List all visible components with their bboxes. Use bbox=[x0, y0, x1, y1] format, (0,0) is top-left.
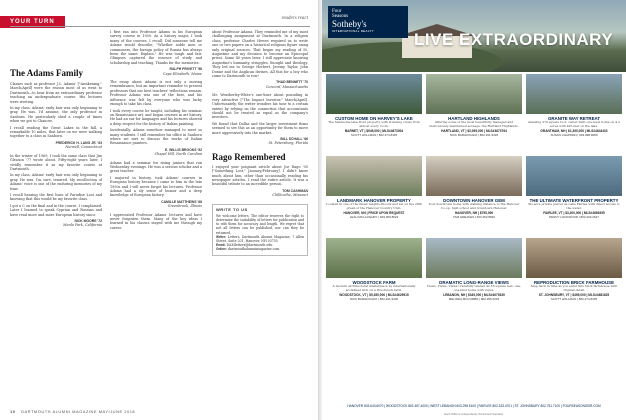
listing-desc: Step back in time as you enter this brick farmhouse with original detail. bbox=[530, 284, 618, 292]
heading-adams-family: The Adams Family bbox=[10, 68, 84, 78]
office-list: HANOVER 603.643.6070 | WOODSTOCK 802.457.4000 | WEST LEBANON 603.298.5100 | FAIRLEE 802.333.4701 | ST. JOHNSBURY 802.751.7100 | FOURSEASONSSIR.COM bbox=[347, 404, 601, 408]
letter-paragraph: I took every course he taught, including his seminar on Renaissance art, and began courses in art history. He had an ear for languages and his lectures showed a deep respect for the history of Italian painting. bbox=[110, 108, 202, 126]
letter-paragraph: We found that Dallas and the larger investment firms seemed to see this as an opportunity for them to move more aggressively into the market. bbox=[212, 121, 308, 135]
listing-desc: Views. Views. Views! Carefully tended 42.55 square feet, one-of-a-kind home with views. bbox=[426, 284, 522, 292]
write-email[interactable]: Email: DAMletters@dartmouth.edu bbox=[216, 243, 273, 248]
listing-agent: SCOTT HOLLMAN | 802.274.8435 bbox=[350, 132, 398, 137]
listing-agent: SUSAN CHAPMAN | 603.998.9089 bbox=[550, 132, 598, 137]
listing-photo[interactable] bbox=[326, 238, 422, 278]
column-2 bbox=[110, 30, 202, 232]
write-to-us-heading: WRITE TO US bbox=[216, 206, 248, 212]
listing-title[interactable]: DOWNTOWN HANOVER GEM bbox=[443, 198, 505, 203]
letter-signature: FREDERICK H. LANG JR. '63 bbox=[55, 140, 102, 145]
letter-paragraph: about Professor Adams. They reminded me of my most challenging assignment at Dartmouth. In a religion class, professor Charles Hewes required us to write one or two papers on a historical religious figure using only original sources. That began my reading of St. Augustine and my decision to become an Episcopal priest. Some 40 years later, I still appreciate knowing Augustine's humanity, struggles, thought and theology. They led me to George Herbert, Jeremy Taylor, John Donne and the Anglican divines. All this for a boy who came to Dartmouth to row! bbox=[212, 30, 308, 79]
listing-photo[interactable] bbox=[326, 74, 422, 114]
listing-agent: SCOTT HOLLMAN | 802.274.8435 bbox=[550, 296, 598, 301]
listing-price: HANOVER, NH | $795,000 bbox=[454, 210, 494, 215]
letter-paragraph: Classes such as professor J.C. Adams' ["Awakening," March/April] were the reason most of us went to Dartmouth—to hear from an extraordinary professor teaching an undergraduate course. His lectures were riveting. bbox=[10, 82, 102, 104]
letter-paragraph: I first ran into Professor Adams in his European survey course in 1950. As a history major, I took many of the courses. I recall: Did someone tell me Adams would describe, "Whether noble men or commoners, the foreign policy of Russia has always been the same: Explain." He was tough and fair. Glimpses captured the essence of study and scholarship and teaching. Thanks for the memories. bbox=[110, 30, 202, 65]
letter-location: Norwell, Connecticut bbox=[65, 145, 102, 150]
your-turn-tab: YOUR TURN bbox=[0, 16, 65, 28]
listing-agent: NICK BARGIOGGIO | 802.291.9436 bbox=[449, 132, 499, 137]
listing-price: BARNET, VT | $949,000 | MLS#4673004 bbox=[344, 128, 404, 133]
listing-title[interactable]: THE ULTIMATE WATERFRONT PROPERTY bbox=[529, 198, 619, 203]
logo-brand: Sotheby's bbox=[332, 19, 367, 29]
letter-location: Menlo Park, California bbox=[63, 223, 102, 228]
listing-title[interactable]: HARTLAND HIGHLANDS bbox=[448, 116, 500, 121]
listing-desc: The handsome lake-front property with stunning views from almost every room. bbox=[328, 120, 420, 128]
listing-agent: LEAH MCLAUGHRY | 603.359.8622 bbox=[349, 214, 399, 219]
listing-card[interactable] bbox=[526, 74, 622, 137]
letter-paragraph: In the winter of 1969, I took the same class that Jim Gleason '77 wrote about. Fifty-eight years later, I vividly remember it as my favorite course at Dartmouth. bbox=[10, 153, 102, 171]
letter-location: Concord, Massachusetts bbox=[265, 84, 308, 89]
listing-title[interactable]: LANDMARK HANOVER PROPERTY bbox=[337, 198, 411, 203]
logo-subline: INTERNATIONAL REALTY bbox=[332, 29, 374, 33]
listing-photo[interactable] bbox=[326, 156, 422, 196]
letter-location: Chillicothe, Missouri bbox=[272, 193, 308, 198]
letter-paragraph: I got a C on the final and in the course. I complained. Later I learned to speak Cyprian and Russian and have read more and more European history since. bbox=[10, 203, 102, 217]
listing-card[interactable] bbox=[326, 156, 422, 219]
listing-price: GRANTHAM, NH | $1,390,000 | MLS#4644403 bbox=[540, 128, 608, 133]
listing-desc: Offering some of the most beautifully managed and meticulously maintained acreage, the Hartland Highlands. bbox=[429, 120, 519, 128]
listing-title[interactable]: CUSTOM HOME ON HARVEY'S LAKE bbox=[335, 116, 413, 121]
listing-card[interactable] bbox=[326, 238, 422, 301]
letter-paragraph: I appreciated Professor Adams' lectures and have never forgotten them. Many of the key ideas I learned in his classes stayed with me through my career. bbox=[110, 212, 202, 230]
listing-photo[interactable] bbox=[426, 74, 522, 114]
logo-line: Seasons bbox=[332, 14, 349, 19]
listing-card[interactable] bbox=[526, 238, 622, 301]
listing-title[interactable]: REPRODUCTION BRICK FARMHOUSE bbox=[533, 280, 614, 285]
issue-date: MAY/JUNE 2018 bbox=[98, 409, 136, 414]
listing-price: LEBANON, NH | $349,000 | MLS#4679339 bbox=[443, 292, 505, 297]
letter-paragraph: In my class, Adams' early hair was only beginning to gray. He was, I'd assume, the only professor in Sanborn. He particularly shed a couple of times when we got to Chaucer. bbox=[10, 106, 102, 124]
letter-signature: BILL SCHALL '66 bbox=[280, 136, 308, 141]
ad-headline: LIVE EXTRAORDINARY bbox=[414, 30, 614, 49]
listing-photo[interactable] bbox=[526, 238, 622, 278]
write-to-us-body: We welcome letters. The editor reserves the right to determine the suitability of letters for publication and to edit them for accuracy and length. We regret that not all letters can be published, nor can they be returned. bbox=[216, 213, 304, 235]
listing-agent: PENNY LOCKWOOD | 802.333.2647 bbox=[549, 214, 599, 219]
section-label: readers react bbox=[281, 16, 308, 21]
letter-signature: RALPH PRIVETT '58 bbox=[169, 67, 202, 72]
sothebys-logo bbox=[328, 6, 408, 38]
listing-photo[interactable] bbox=[526, 156, 622, 196]
listing-price: ST. JOHNSBURY, VT | $495,000 | MLS#4681625 bbox=[538, 292, 610, 297]
listing-photo[interactable] bbox=[426, 238, 522, 278]
listing-desc: Located in one of the finest neighborhoods and set on the 28th green of the Hanover Country Club. bbox=[326, 202, 422, 210]
letter-paragraph: I majored in history, took Adams' courses in European history because I came to him in the late 1950s and I will never forget his lectures. Professor Adams had a sly sense of humor and a deep knowledge of European history. bbox=[110, 175, 202, 198]
letter-paragraph: Adams had a seminar for rising juniors that ran Wednesday evenings. He was a serious scholar and a great teacher. bbox=[110, 160, 202, 174]
listing-price: HANOVER, NH | PRICE UPON REQUEST bbox=[343, 210, 405, 215]
listing-desc: A modern architectural masterpiece by internationally acclaimed firm on a Woodstock farm. bbox=[332, 284, 416, 292]
letter-location: Cape Elizabeth, Maine bbox=[163, 71, 202, 76]
listing-desc: Amazing 270 square foot, owner-built one-level home on 4.2 acres with 425 feet on the lake. bbox=[528, 120, 620, 128]
write-to-us-box bbox=[212, 204, 308, 256]
page-number: 10 bbox=[10, 409, 16, 414]
letter-signature: E. WILLIS BROOKS '52 bbox=[165, 147, 202, 152]
write-address: Writer: Letters, Dartmouth Alumni Magazine, 7 Allen Street, Suite 201, Hanover, NH 03755 bbox=[216, 234, 305, 244]
letter-location: Greenbrook, Illinois bbox=[167, 204, 202, 209]
listing-card[interactable] bbox=[426, 74, 522, 137]
listing-agent: NICK BARGIOGGIO | 802.291.9436 bbox=[349, 296, 399, 301]
hero-image bbox=[322, 0, 626, 72]
listing-title[interactable]: DRAMATIC LONG-RANGE VIEWS bbox=[439, 280, 509, 285]
letter-signature: NICK MOORE '72 bbox=[74, 218, 102, 223]
listing-card[interactable] bbox=[426, 238, 522, 301]
letter-paragraph: Incidentally, Adams somehow managed to meet so many students. I still remember his office in Sanborn where we met to discuss the works of Italian Renaissance painters. bbox=[110, 128, 202, 146]
listing-desc: Your downtown home with walking distance to the Hanover Co-op, high school and downtown Hanover. bbox=[428, 202, 520, 210]
listing-price: HARTLAND, VT | $3,095,000 | MLS#4673764 bbox=[441, 128, 507, 133]
letter-location: Chapel Hill, North Carolina bbox=[154, 152, 202, 157]
column-1 bbox=[10, 30, 102, 232]
letter-paragraph: The essay about Adams is not only a moving remembrance, but an important reminder to present professors that our best teachers' reflections remain. Professor Adams was one of the best, and his influence was felt by everyone who was lucky enough to take his class. bbox=[110, 80, 202, 107]
listing-card[interactable] bbox=[426, 156, 522, 219]
heading-rago-remembered: Rago Remembered bbox=[212, 151, 286, 162]
listing-photo[interactable] bbox=[426, 156, 522, 196]
listing-desc: Six-acre private parcel on Lake Fairlee with direct access to the water. bbox=[528, 202, 620, 210]
letter-signature: THAD BENNETT '70 bbox=[276, 80, 308, 85]
listing-price: WOODSTOCK, VT | $5,350,000 | MLS#4629915 bbox=[339, 292, 409, 297]
right-page-ad bbox=[322, 0, 626, 420]
listing-card[interactable] bbox=[526, 156, 622, 219]
listing-title[interactable]: GRANITE WAY RETREAT bbox=[547, 116, 601, 121]
listing-photo[interactable] bbox=[526, 74, 622, 114]
listing-card[interactable] bbox=[326, 74, 422, 137]
letter-paragraph: In my class, Adams' early hair was only beginning to gray. He was, I'm sure, tenured. My recollection of Adams' voice is one of the enduring memories of my time. bbox=[10, 173, 102, 191]
letter-paragraph: I recall reading the Great Lakes in the fall, a remarkable 10 miles, that later on we were walking together to a class in Sanborn. bbox=[10, 125, 102, 139]
top-rule bbox=[10, 26, 310, 27]
listing-title[interactable]: WOODSTOCK FARM bbox=[352, 280, 396, 285]
listing-price: FAIRLEE, VT | $3,200,000 | MLS#4669355 bbox=[543, 210, 605, 215]
logo-line: Four bbox=[332, 9, 342, 14]
listing-agent: TAM GREAVES | 603.252.8840 bbox=[452, 214, 496, 219]
letter-paragraph: I recall hearing the first lines of Paradise Lost and knowing that this would be my favorite class. bbox=[10, 192, 102, 202]
write-online[interactable]: Online: dartmouthalumnimagazine.com bbox=[216, 247, 280, 252]
column-3 bbox=[212, 30, 308, 256]
magazine-name: DARTMOUTH ALUMNI MAGAZINE bbox=[21, 409, 98, 414]
page-footer bbox=[10, 409, 135, 414]
letter-signature: TOM CASHMAN bbox=[282, 188, 308, 193]
disclaimer: Each Office is Independently Owned and Operated. bbox=[444, 413, 504, 416]
letter-paragraph: Mr. Weatherley-White's one-liner about pounding in very attractive ["The Impact Investor," March/April]. Unfortunately, the writer wonders his tone to a certain extent by relying on the connection that accountants should not be treated as equal as the company's investors. bbox=[212, 93, 308, 120]
letter-signature: CAMILLE MATTHEWS '68 bbox=[161, 199, 202, 204]
listing-agent: MELINDA MCCOMBS | 802.295.2003 bbox=[448, 296, 500, 301]
letter-paragraph: I enjoyed your poignant article about Joe Rago '05 ["Something Lost," January/February]. I didn't know much about him, other than occasionally reading his newspaper articles. I read the entire article. It was a beautiful tribute to an incredible person. bbox=[212, 164, 308, 187]
letter-location: St. Petersburg, Florida bbox=[268, 141, 308, 146]
